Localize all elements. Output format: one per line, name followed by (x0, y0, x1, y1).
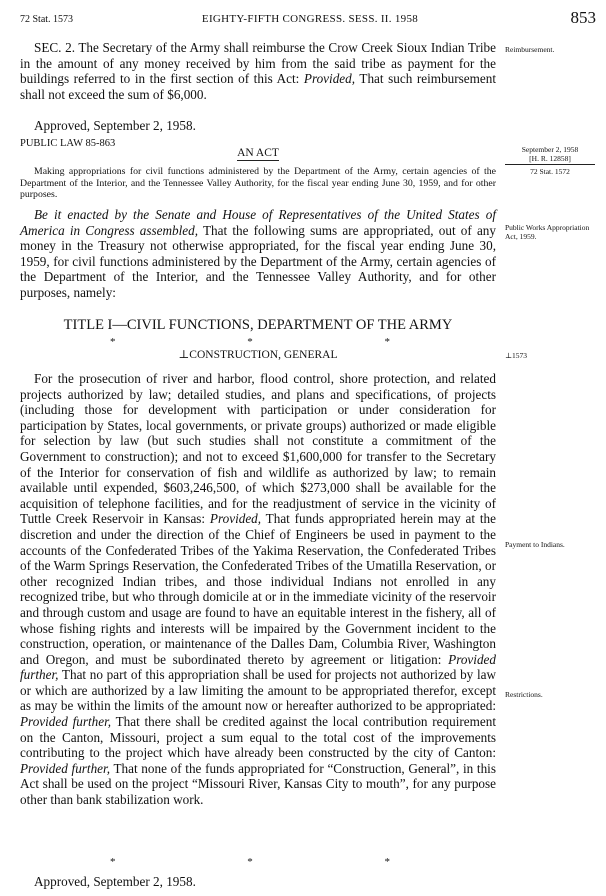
construction-general-heading: ⊥CONSTRUCTION, GENERAL (178, 349, 338, 361)
construction-paragraph: For the prosecution of river and harbor, flood control, shore protection, and related projects authorized by law; detailed studies, and plans and specifications, of projects (including those for development with participation or under consideration for participation by States, local governments, or private groups) authorized or made eligible for selection by law (but such studies shall not constitute a commitment of the Government to construction); and not to exceed $1,600,000 for transfer to the Secretary of the Interior for conservation of fish and wildlife as authorized by law; to remain available until expended, $603,246,500, of which $273,000 shall be available for the acquisition of telephone facilities, and for the readjustment of service in the vicinity of Tuttle Creek Reservoir in Kansas: Provided, That funds appropriated herein may at the discretion and under the direction of the Chief of Engineers be used in payment to the accounts of the Confederated Tribes of the Yakima Reservation, the Confederated Tribes of the Warm Springs Reservation, the Confederated Tribes of the Umatilla Reservation, or other recognized Indian tribes, and those individual Indians not enrolled in any recognized tribe, but who through domicile at or in the immediate vicinity of the reservoir and through custom and usage are found to have an equitable interest in the fishery, all of whose fishing rights and interests will be impaired by the Government incident to the construction, operation, or maintenance of the Dalles Dam, Columbia River, Washington and Oregon, and must be subordinated thereto by agreement or litigation: Provided further, That no part of this appropriation shall be used for projects not authorized by law or which are authorized by a law limiting the amount to be appropriated therefor, except as may be within the limits of the amount now or hereafter authorized to be appropriated: Provided further, That there shall be credited against the local contribution requirement on the Canton, Missouri, project a sum equal to the total cost of the improvements contributing to the project which have already been constructed by the city of Canton: Provided further, That none of the funds appropriated for “Construction, General”, in this Act shall be used on the project “Missouri River, Kansas City to mouth”, for any purpose other than bank stabilization work. (20, 371, 497, 808)
public-law-number: PUBLIC LAW 85-863 (20, 138, 116, 149)
title-i-heading: TITLE I—CIVIL FUNCTIONS, DEPARTMENT OF THE ARMY (63, 317, 453, 333)
ellipsis-stars-bottom: * * * (110, 856, 390, 868)
page-number: 853 (570, 8, 596, 27)
margin-note-payment: Payment to Indians. (505, 540, 565, 549)
margin-note-public-works: Public Works Appropriation Act, 1959. (505, 223, 590, 241)
enacting-clause: Be it enacted by the Senate and House of Representatives of the United States of America in Congress assembled, That the following sums are appropriated, out of any money in the Treasury not otherwise appropriated, for the fiscal year ending June 30, 1959, for civil functions administered by the Department of the Army, certain agencies of the Department of the Interior, and the Tennessee Valley Authority, and for other purposes, namely: (20, 207, 496, 300)
margin-note-restrictions: Restrictions. (505, 690, 543, 699)
ellipsis-stars-top: * * * (110, 336, 390, 348)
margin-note-bill: [H. R. 12858] (529, 154, 571, 163)
header-stat: 72 Stat. 1573 (20, 14, 74, 25)
margin-note-reimbursement: Reimbursement. (505, 45, 555, 54)
approval-line: Approved, September 2, 1958. (34, 118, 196, 133)
an-act-heading: AN ACT (237, 147, 279, 159)
page-header (20, 8, 596, 32)
margin-note-page-ref: ⊥1573 (505, 351, 528, 360)
act-title: Making appropriations for civil functions administered by the Department of the Army, certain agencies of the Department of the Interior, and the Tennessee Valley Authority, for the fiscal year ending June 30, 1959, and for other purposes. (20, 166, 496, 200)
section-2-paragraph: SEC. 2. The Secretary of the Army shall reimburse the Crow Creek Sioux Indian Tribe in the amount of any money received by him from the said tribe as payment for the buildings referred to in the first section of this Act: Provided, That such reimbursement shall not exceed the sum of $6,000. (20, 40, 496, 102)
margin-note-stat: 72 Stat. 1572 (530, 167, 570, 176)
approval-line-2: Approved, September 2, 1958. (34, 874, 196, 889)
margin-note-date: September 2, 1958 (521, 145, 579, 154)
margin-rule (505, 164, 595, 165)
header-title: EIGHTY-FIFTH CONGRESS. SESS. II. 1958 (201, 13, 419, 25)
